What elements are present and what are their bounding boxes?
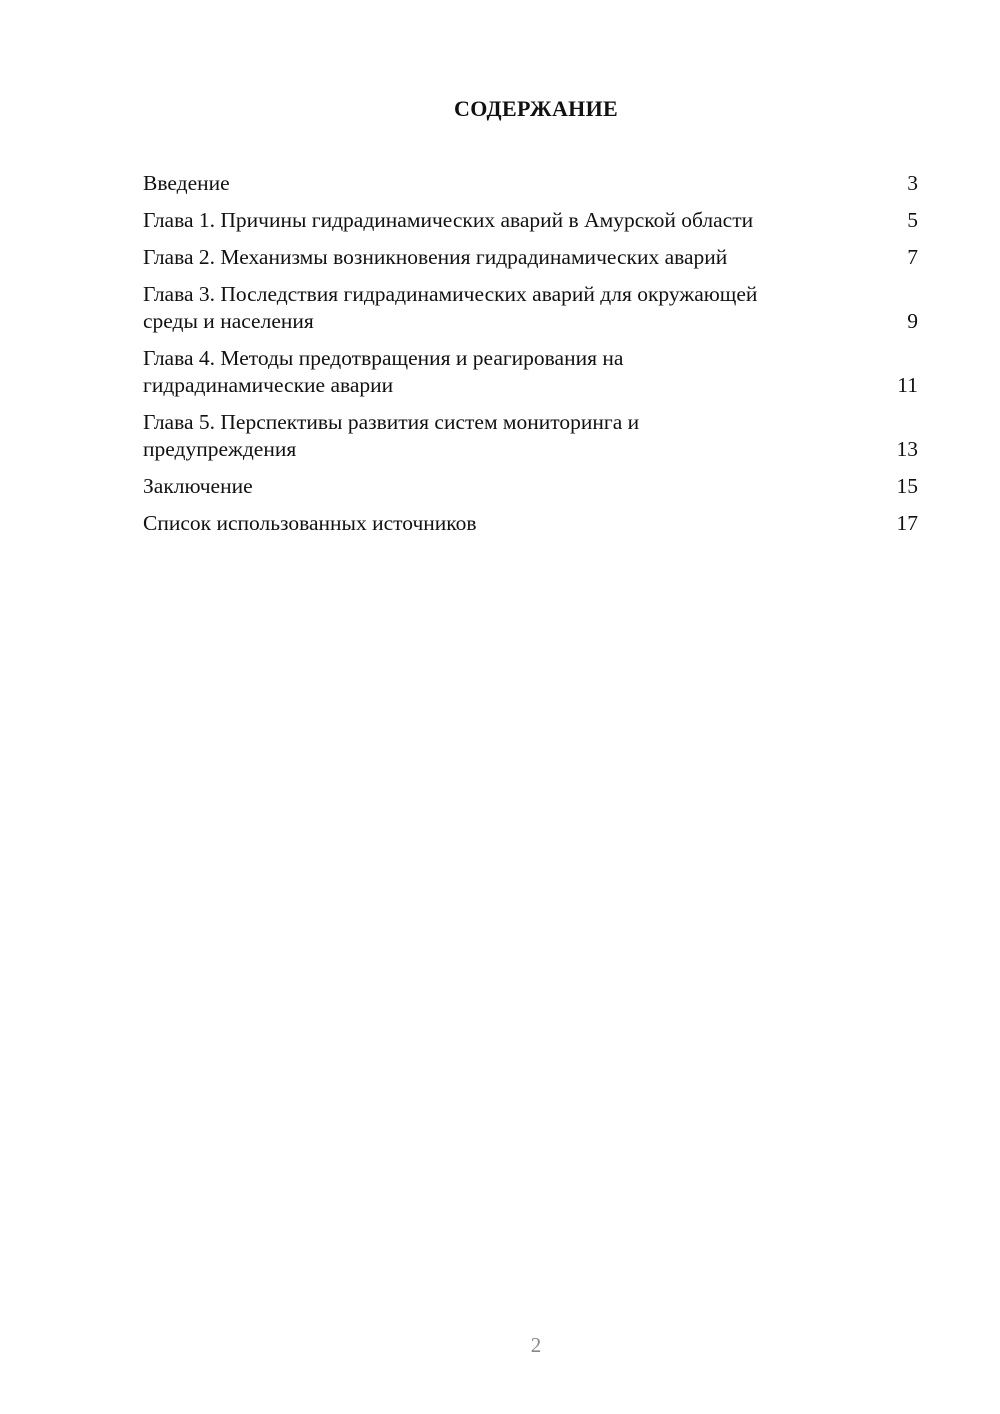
toc-entry-page: 13 <box>896 437 918 461</box>
page-number: 2 <box>530 1333 542 1357</box>
toc-entry-page: 3 <box>907 171 918 195</box>
toc-entry-title: Заключение <box>143 474 253 498</box>
toc-entry-chapter-1 <box>143 207 918 234</box>
toc-entry-title: Глава 5. Перспективы развития систем мониторинга и предупреждения <box>143 410 640 461</box>
toc-entry-chapter-3 <box>143 281 918 335</box>
toc-entry-title: Список использованных источников <box>143 511 477 535</box>
toc-entry-page: 5 <box>907 208 918 232</box>
toc-entry-page: 15 <box>896 474 918 498</box>
page-title: СОДЕРЖАНИЕ <box>454 96 618 121</box>
toc-entry-page: 17 <box>896 511 918 535</box>
toc-entry-page: 11 <box>897 373 918 397</box>
toc-entry-chapter-5 <box>143 409 918 463</box>
toc-entry-references <box>143 510 918 537</box>
toc-entry-title: Введение <box>143 171 230 195</box>
toc-entry-chapter-2 <box>143 244 918 271</box>
toc-entry-page: 9 <box>907 309 918 333</box>
table-of-contents <box>143 170 918 547</box>
toc-entry-title: Глава 1. Причины гидрадинамических аварий в Амурской области <box>143 208 754 232</box>
toc-entry-title: Глава 3. Последствия гидрадинамических аварий для окружающей среды и населения <box>143 282 758 333</box>
toc-entry-conclusion <box>143 473 918 500</box>
toc-entry-title: Глава 2. Механизмы возникновения гидрадинамических аварий <box>143 245 728 269</box>
toc-entry-title: Глава 4. Методы предотвращения и реагирования на гидрадинамические аварии <box>143 346 624 397</box>
toc-entry-chapter-4 <box>143 345 918 399</box>
toc-entry-page: 7 <box>907 245 918 269</box>
toc-entry-introduction <box>143 170 918 197</box>
